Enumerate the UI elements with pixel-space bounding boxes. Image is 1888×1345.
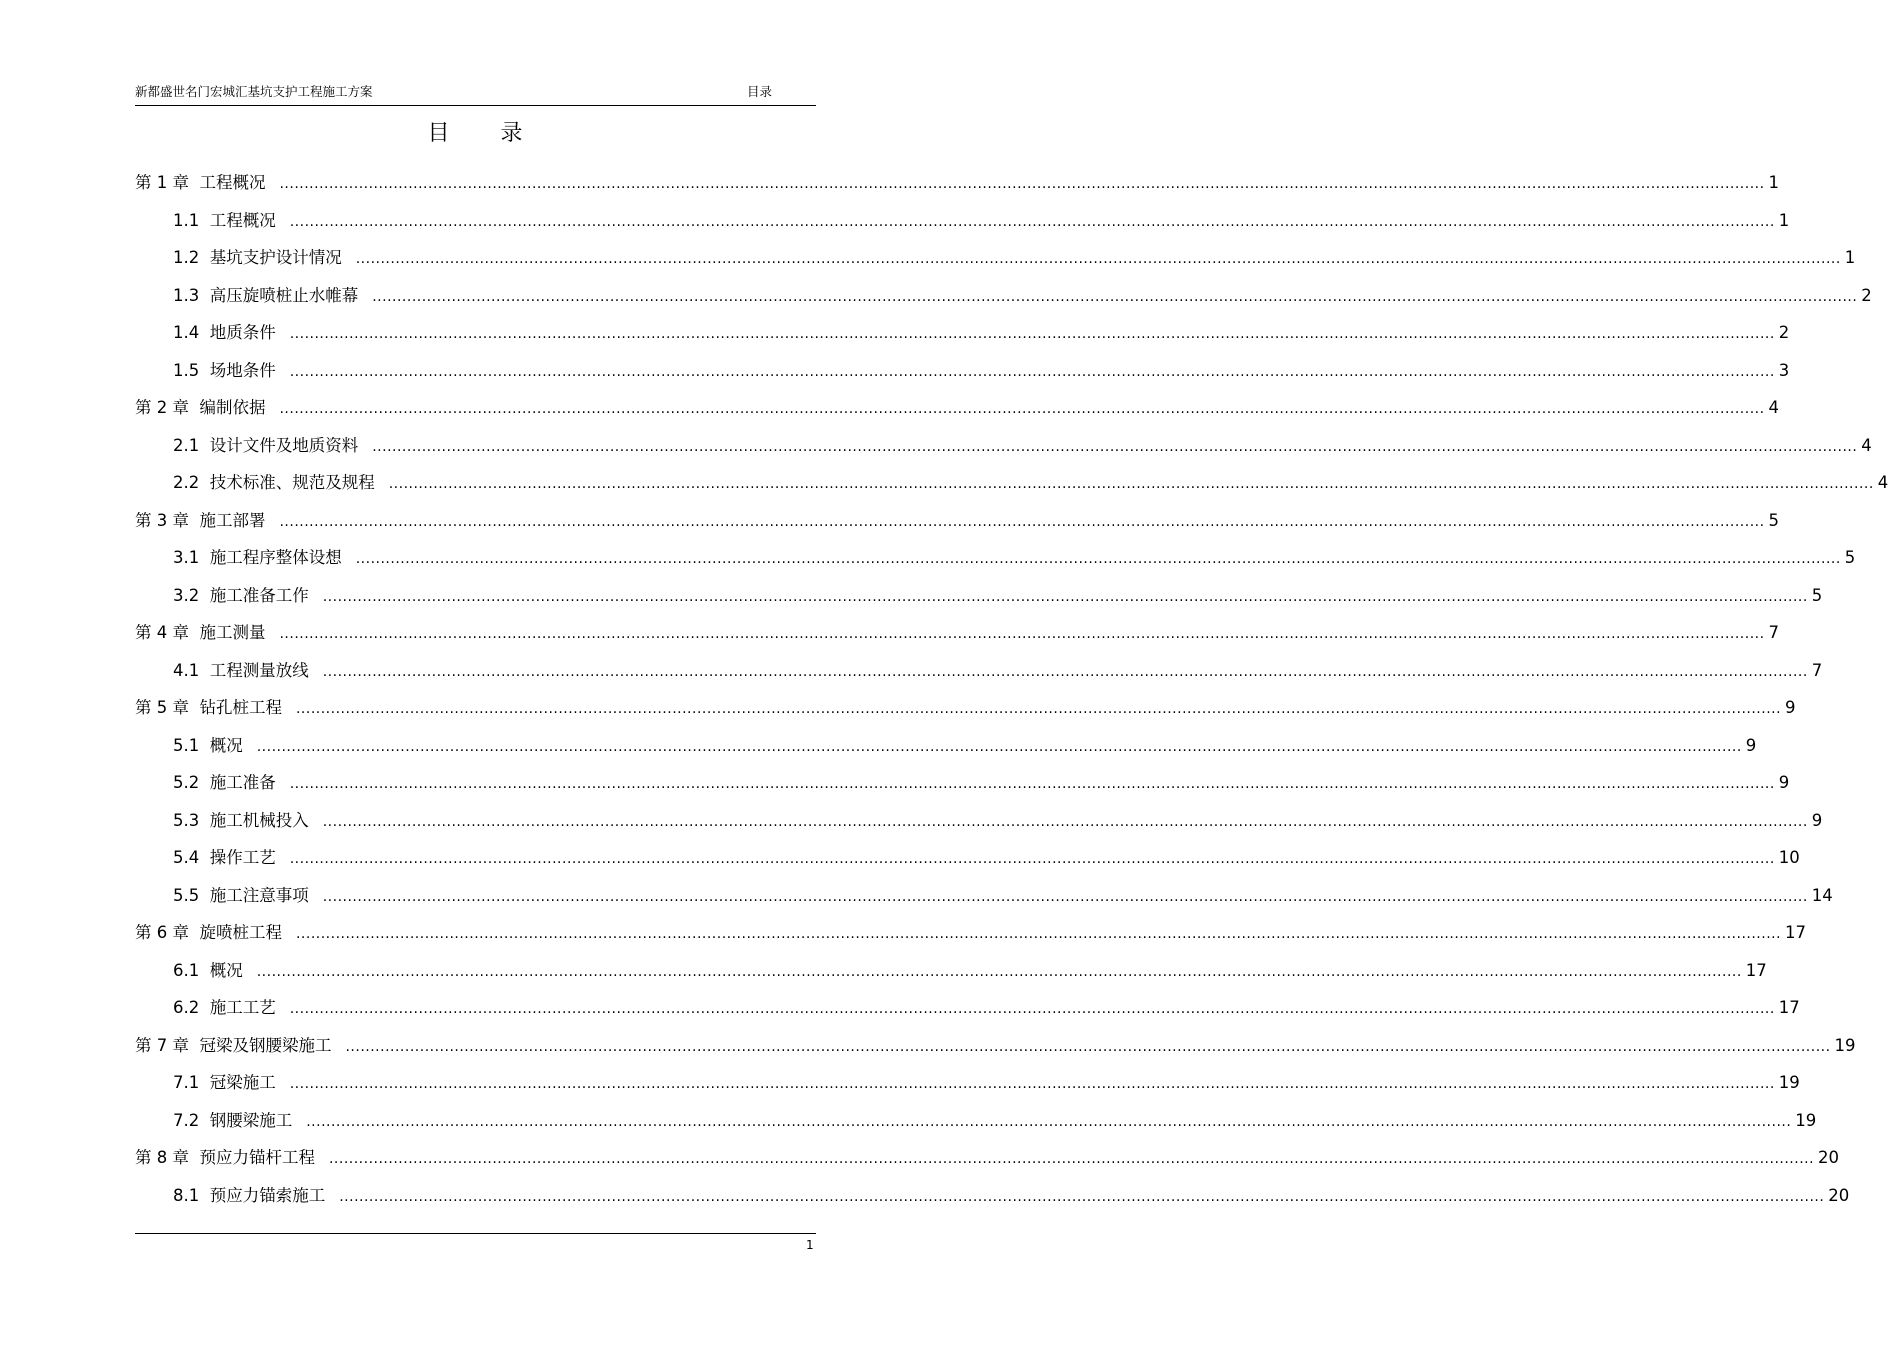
toc-chapter-entry[interactable] (135, 169, 1780, 193)
toc-entry-label: 1.4 地质条件 (173, 323, 276, 342)
toc-dot-leader: ............................................................................................................................................................................................................................................................................................................ (372, 289, 1858, 305)
toc-section-entry[interactable] (173, 469, 1888, 493)
toc-chapter-entry[interactable] (135, 507, 1780, 531)
toc-section-entry[interactable] (173, 882, 1833, 906)
toc-section-entry[interactable] (173, 994, 1800, 1018)
toc-dot-leader: ............................................................................................................................................................................................................................................................................................................ (355, 251, 1841, 267)
toc-dot-leader: ............................................................................................................................................................................................................................................................................................................ (322, 889, 1808, 905)
footer-divider (135, 1233, 816, 1234)
toc-entry-label: 第 8 章 预应力锚杆工程 (135, 1148, 315, 1167)
page-header (135, 80, 815, 102)
toc-entry-page: 9 (1745, 736, 1757, 755)
toc-dot-leader: ............................................................................................................................................................................................................................................................................................................ (339, 1189, 1825, 1205)
toc-entry-label: 1.5 场地条件 (173, 361, 276, 380)
toc-entry-label: 1.2 基坑支护设计情况 (173, 248, 342, 267)
toc-entry-page: 4 (1768, 398, 1780, 417)
toc-dot-leader: ............................................................................................................................................................................................................................................................................................................ (289, 214, 1775, 230)
toc-chapter-entry[interactable] (135, 1032, 1856, 1056)
toc-entry-label: 第 2 章 编制依据 (135, 398, 266, 417)
toc-dot-leader: ............................................................................................................................................................................................................................................................................................................ (295, 701, 1782, 717)
toc-entry-label: 1.3 高压旋喷桩止水帷幕 (173, 286, 359, 305)
toc-entry-page: 20 (1818, 1148, 1840, 1167)
toc-section-entry[interactable] (173, 544, 1856, 568)
toc-dot-leader: ............................................................................................................................................................................................................................................................................................................ (322, 589, 1808, 605)
toc-entry-page: 1 (1844, 248, 1856, 267)
toc-dot-leader: ............................................................................................................................................................................................................................................................................................................ (289, 364, 1775, 380)
toc-entry-page: 20 (1828, 1186, 1850, 1205)
toc-section-entry[interactable] (173, 844, 1800, 868)
toc-entry-label: 5.4 操作工艺 (173, 848, 276, 867)
toc-entry-page: 4 (1861, 436, 1872, 455)
toc-entry-page: 19 (1834, 1036, 1856, 1055)
header-document-title: 新都盛世名门宏城汇基坑支护工程施工方案 (135, 84, 373, 99)
toc-entry-page: 4 (1877, 473, 1888, 492)
toc-entry-label: 6.1 概况 (173, 961, 243, 980)
toc-entry-page: 1 (1778, 211, 1790, 230)
toc-section-entry[interactable] (173, 1107, 1817, 1131)
toc-section-entry[interactable] (173, 244, 1856, 268)
toc-dot-leader: ............................................................................................................................................................................................................................................................................................................ (279, 401, 1765, 417)
toc-entry-page: 3 (1778, 361, 1790, 380)
toc-entry-label: 第 3 章 施工部署 (135, 511, 266, 530)
toc-section-entry[interactable] (173, 1069, 1800, 1093)
page-title: 目 录 (427, 121, 545, 146)
toc-entry-page: 5 (1811, 586, 1823, 605)
toc-entry-label: 2.2 技术标准、规范及规程 (173, 473, 375, 492)
toc-chapter-entry[interactable] (135, 694, 1796, 718)
toc-section-entry[interactable] (173, 957, 1767, 981)
toc-dot-leader: ............................................................................................................................................................................................................................................................................................................ (372, 439, 1858, 455)
toc-section-entry[interactable] (173, 732, 1757, 756)
toc-entry-page: 7 (1811, 661, 1823, 680)
toc-entry-label: 3.1 施工程序整体设想 (173, 548, 342, 567)
toc-dot-leader: ............................................................................................................................................................................................................................................................................................................ (289, 326, 1775, 342)
toc-entry-page: 2 (1861, 286, 1872, 305)
toc-entry-page: 17 (1785, 923, 1807, 942)
toc-section-entry[interactable] (173, 1182, 1850, 1206)
toc-section-entry[interactable] (173, 657, 1823, 681)
toc-dot-leader: ............................................................................................................................................................................................................................................................................................................ (388, 476, 1874, 492)
toc-section-entry[interactable] (173, 432, 1872, 456)
toc-entry-label: 3.2 施工准备工作 (173, 586, 309, 605)
toc-dot-leader: ............................................................................................................................................................................................................................................................................................................ (355, 551, 1841, 567)
toc-entry-label: 2.1 设计文件及地质资料 (173, 436, 359, 455)
toc-dot-leader: ............................................................................................................................................................................................................................................................................................................ (289, 1076, 1775, 1092)
toc-entry-page: 17 (1778, 998, 1800, 1017)
toc-entry-label: 第 5 章 钻孔桩工程 (135, 698, 282, 717)
toc-entry-page: 9 (1778, 773, 1790, 792)
toc-entry-label: 第 4 章 施工测量 (135, 623, 266, 642)
toc-entry-label: 7.1 冠梁施工 (173, 1073, 276, 1092)
toc-entry-label: 第 7 章 冠梁及钢腰梁施工 (135, 1036, 332, 1055)
toc-entry-page: 2 (1778, 323, 1790, 342)
toc-entry-label: 8.1 预应力锚索施工 (173, 1186, 326, 1205)
toc-chapter-entry[interactable] (135, 619, 1780, 643)
toc-dot-leader: ............................................................................................................................................................................................................................................................................................................ (322, 664, 1808, 680)
toc-entry-label: 5.1 概况 (173, 736, 243, 755)
toc-entry-page: 9 (1785, 698, 1796, 717)
toc-chapter-entry[interactable] (135, 1144, 1840, 1168)
toc-dot-leader: ............................................................................................................................................................................................................................................................................................................ (256, 964, 1742, 980)
toc-entry-page: 5 (1768, 511, 1780, 530)
toc-dot-leader: ............................................................................................................................................................................................................................................................................................................ (289, 776, 1775, 792)
header-divider (135, 105, 816, 106)
toc-entry-label: 1.1 工程概况 (173, 211, 276, 230)
toc-entry-label: 5.2 施工准备 (173, 773, 276, 792)
toc-entry-label: 5.5 施工注意事项 (173, 886, 309, 905)
toc-entry-page: 19 (1795, 1111, 1817, 1130)
toc-section-entry[interactable] (173, 582, 1823, 606)
toc-entry-page: 10 (1778, 848, 1800, 867)
toc-section-entry[interactable] (173, 282, 1872, 306)
toc-dot-leader: ............................................................................................................................................................................................................................................................................................................ (279, 514, 1765, 530)
toc-entry-page: 9 (1811, 811, 1823, 830)
toc-section-entry[interactable] (173, 319, 1790, 343)
toc-entry-page: 17 (1745, 961, 1767, 980)
toc-dot-leader: ............................................................................................................................................................................................................................................................................................................ (279, 626, 1765, 642)
toc-dot-leader: ............................................................................................................................................................................................................................................................................................................ (322, 814, 1808, 830)
toc-entry-label: 第 1 章 工程概况 (135, 173, 266, 192)
footer-page-number: 1 (806, 1238, 814, 1252)
toc-dot-leader: ............................................................................................................................................................................................................................................................................................................ (279, 176, 1765, 192)
toc-entry-label: 6.2 施工工艺 (173, 998, 276, 1017)
toc-section-entry[interactable] (173, 807, 1823, 831)
toc-dot-leader: ............................................................................................................................................................................................................................................................................................................ (345, 1039, 1831, 1055)
toc-entry-label: 7.2 钢腰梁施工 (173, 1111, 293, 1130)
toc-entry-page: 7 (1768, 623, 1780, 642)
toc-chapter-entry[interactable] (135, 394, 1780, 418)
toc-entry-label: 4.1 工程测量放线 (173, 661, 309, 680)
toc-entry-page: 1 (1768, 173, 1780, 192)
toc-entry-page: 19 (1778, 1073, 1800, 1092)
toc-section-entry[interactable] (173, 769, 1790, 793)
toc-dot-leader: ............................................................................................................................................................................................................................................................................................................ (295, 926, 1782, 942)
toc-section-entry[interactable] (173, 357, 1790, 381)
toc-entry-page: 14 (1811, 886, 1833, 905)
toc-entry-page: 5 (1844, 548, 1856, 567)
toc-dot-leader: ............................................................................................................................................................................................................................................................................................................ (256, 739, 1742, 755)
header-section-name: 目录 (747, 84, 773, 99)
toc-dot-leader: ............................................................................................................................................................................................................................................................................................................ (306, 1114, 1792, 1130)
toc-entry-label: 第 6 章 旋喷桩工程 (135, 923, 282, 942)
toc-entry-label: 5.3 施工机械投入 (173, 811, 309, 830)
toc-dot-leader: ............................................................................................................................................................................................................................................................................................................ (289, 851, 1775, 867)
toc-dot-leader: ............................................................................................................................................................................................................................................................................................................ (289, 1001, 1775, 1017)
toc-chapter-entry[interactable] (135, 919, 1807, 943)
toc-dot-leader: ............................................................................................................................................................................................................................................................................................................ (328, 1151, 1815, 1167)
toc-section-entry[interactable] (173, 207, 1790, 231)
